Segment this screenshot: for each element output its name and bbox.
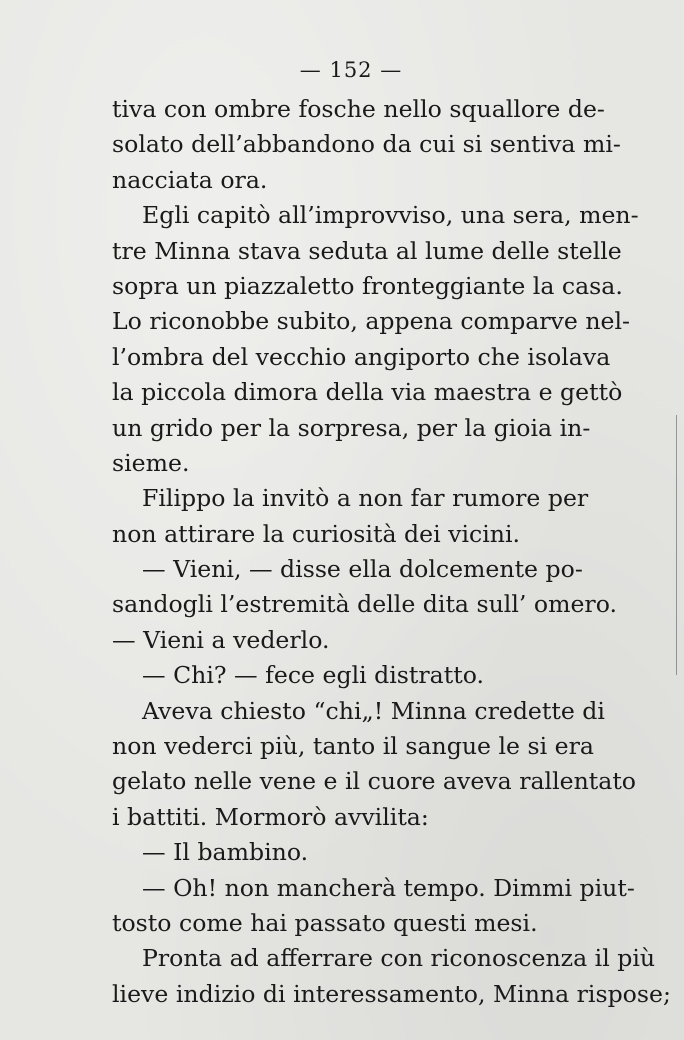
text-line: Aveva chiesto “chi„! Minna credette di xyxy=(142,696,605,725)
text-line: Egli capitò all’improvviso, una sera, men- xyxy=(142,201,639,230)
text-line: — Oh! non mancherà tempo. Dimmi piut- xyxy=(142,873,635,902)
text-line: nacciata ora. xyxy=(112,165,268,194)
text-line: la piccola dimora della via maestra e gettò xyxy=(112,378,623,407)
page-number: — 152 — xyxy=(299,58,403,82)
text-line: Pronta ad afferrare con riconoscenza il più xyxy=(142,944,656,973)
text-line: un grido per la sorpresa, per la gioia in- xyxy=(112,413,591,442)
text-line: non attirare la curiosità dei vicini. xyxy=(112,519,520,548)
text-line: — Vieni a vederlo. xyxy=(112,625,330,654)
text-line: Filippo la invitò a non far rumore per xyxy=(142,484,589,513)
text-line: solato dell’abbandono da cui si sentiva mi- xyxy=(112,130,621,159)
text-line: non vederci più, tanto il sangue le si era xyxy=(112,732,594,761)
text-line: — Chi? — fece egli distratto. xyxy=(142,661,484,690)
text-line: — Il bambino. xyxy=(142,838,309,867)
text-line: tiva con ombre fosche nello squallore de- xyxy=(112,95,605,123)
text-line: lieve indizio di interessamento, Minna rispose; xyxy=(112,979,671,1008)
text-line: — Vieni, — disse ella dolcemente po- xyxy=(142,555,583,584)
text-line: sieme. xyxy=(112,448,190,477)
text-line: sandogli l’estremità delle dita sull’ omero. xyxy=(112,590,617,619)
text-line: sopra un piazzaletto fronteggiante la casa. xyxy=(112,271,623,300)
text-line: Lo riconobbe subito, appena comparve nel- xyxy=(112,307,631,336)
body-text xyxy=(112,92,671,1012)
text-line: i battiti. Mormorò avvilita: xyxy=(112,802,429,831)
text-line: gelato nelle vene e il cuore aveva rallentato xyxy=(112,767,637,796)
text-line: l’ombra del vecchio angiporto che isolava xyxy=(112,342,611,371)
scan-edge-mark xyxy=(676,415,677,675)
text-line: tre Minna stava seduta al lume delle stelle xyxy=(112,236,622,265)
text-line: tosto come hai passato questi mesi. xyxy=(112,908,538,937)
